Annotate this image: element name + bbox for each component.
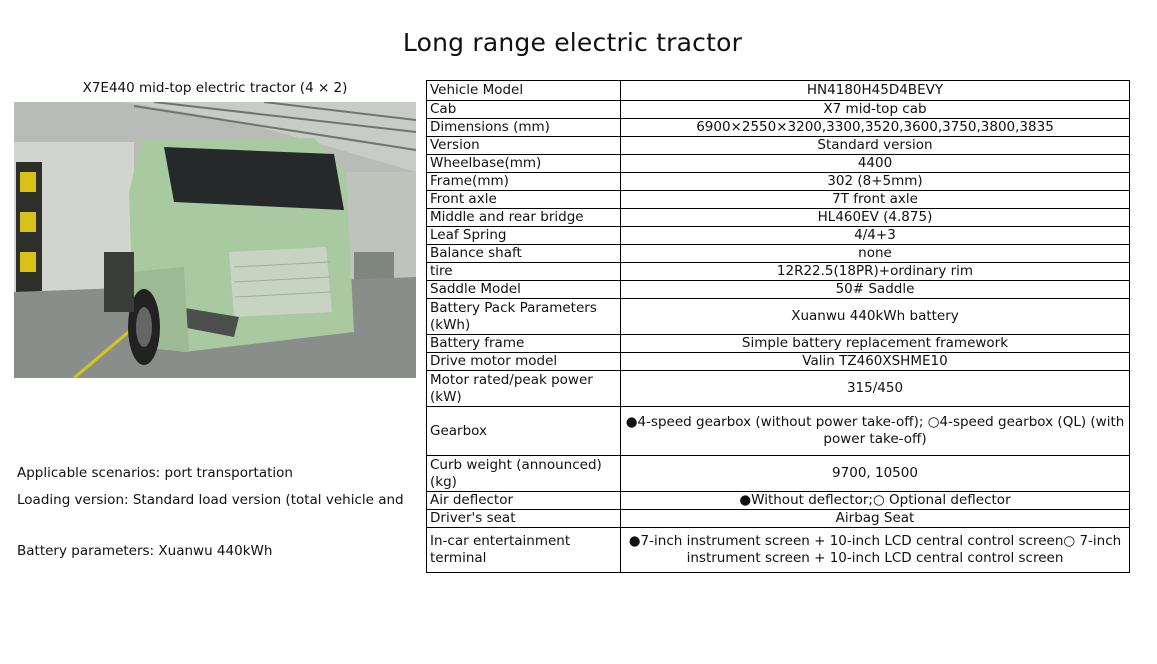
row-value: 7T front axle <box>621 191 1130 209</box>
row-value: ●Without deflector;○ Optional deflector <box>621 492 1130 510</box>
table-row <box>427 407 1130 456</box>
row-label: Driver's seat <box>427 510 621 528</box>
row-value: Simple battery replacement framework <box>621 335 1130 353</box>
row-value: Airbag Seat <box>621 510 1130 528</box>
row-value: 9700, 10500 <box>621 456 1130 492</box>
table-row <box>427 263 1130 281</box>
row-label: Balance shaft <box>427 245 621 263</box>
table-row <box>427 492 1130 510</box>
row-value: 4400 <box>621 155 1130 173</box>
row-value: Standard version <box>621 137 1130 155</box>
table-row <box>427 137 1130 155</box>
table-row <box>427 371 1130 407</box>
table-row <box>427 245 1130 263</box>
row-value: Xuanwu 440kWh battery <box>621 299 1130 335</box>
table-row <box>427 173 1130 191</box>
table-row <box>427 353 1130 371</box>
note-loading-version: Loading version: Standard load version (total vehicle and <box>17 492 404 508</box>
row-value: 50# Saddle <box>621 281 1130 299</box>
table-row <box>427 119 1130 137</box>
row-label: Motor rated/peak power (kW) <box>427 371 621 407</box>
photo-caption: X7E440 mid-top electric tractor (4 × 2) <box>82 80 348 96</box>
table-row <box>427 209 1130 227</box>
row-label: Saddle Model <box>427 281 621 299</box>
table-row <box>427 456 1130 492</box>
row-label: Vehicle Model <box>427 81 621 101</box>
row-label: Curb weight (announced) (kg) <box>427 456 621 492</box>
row-label: In-car entertainment terminal <box>427 528 621 573</box>
note-battery-parameters: Battery parameters: Xuanwu 440kWh <box>17 543 273 559</box>
row-value: Valin TZ460XSHME10 <box>621 353 1130 371</box>
row-value: HN4180H45D4BEVY <box>621 81 1130 101</box>
row-value: X7 mid-top cab <box>621 101 1130 119</box>
table-row <box>427 510 1130 528</box>
row-label: Version <box>427 137 621 155</box>
row-value: ●4-speed gearbox (without power take-off); ○4-speed gearbox (QL) (with power take-off) <box>621 407 1130 456</box>
table-row <box>427 281 1130 299</box>
row-label: Drive motor model <box>427 353 621 371</box>
table-row <box>427 528 1130 573</box>
row-label: Leaf Spring <box>427 227 621 245</box>
table-row <box>427 101 1130 119</box>
row-value: 12R22.5(18PR)+ordinary rim <box>621 263 1130 281</box>
row-label: Battery Pack Parameters (kWh) <box>427 299 621 335</box>
table-row <box>427 227 1130 245</box>
row-label: Dimensions (mm) <box>427 119 621 137</box>
table-row <box>427 335 1130 353</box>
row-label: Front axle <box>427 191 621 209</box>
row-value: ●7-inch instrument screen + 10-inch LCD central control screen○ 7-inch instrument screen + 10-inch LCD central control screen <box>621 528 1130 573</box>
row-value: none <box>621 245 1130 263</box>
row-label: Frame(mm) <box>427 173 621 191</box>
row-label: tire <box>427 263 621 281</box>
row-label: Middle and rear bridge <box>427 209 621 227</box>
table-row <box>427 155 1130 173</box>
row-value: 6900×2550×3200,3300,3520,3600,3750,3800,3835 <box>621 119 1130 137</box>
row-label: Gearbox <box>427 407 621 456</box>
table-row <box>427 81 1130 101</box>
row-label: Cab <box>427 101 621 119</box>
table-row <box>427 299 1130 335</box>
row-value: 4/4+3 <box>621 227 1130 245</box>
table-row <box>427 191 1130 209</box>
row-value: 315/450 <box>621 371 1130 407</box>
truck-photo <box>14 102 416 378</box>
row-label: Air deflector <box>427 492 621 510</box>
row-label: Battery frame <box>427 335 621 353</box>
page-title: Long range electric tractor <box>402 28 743 57</box>
row-label: Wheelbase(mm) <box>427 155 621 173</box>
spec-table <box>426 80 1130 573</box>
row-value: 302 (8+5mm) <box>621 173 1130 191</box>
row-value: HL460EV (4.875) <box>621 209 1130 227</box>
note-applicable-scenarios: Applicable scenarios: port transportation <box>17 465 293 481</box>
